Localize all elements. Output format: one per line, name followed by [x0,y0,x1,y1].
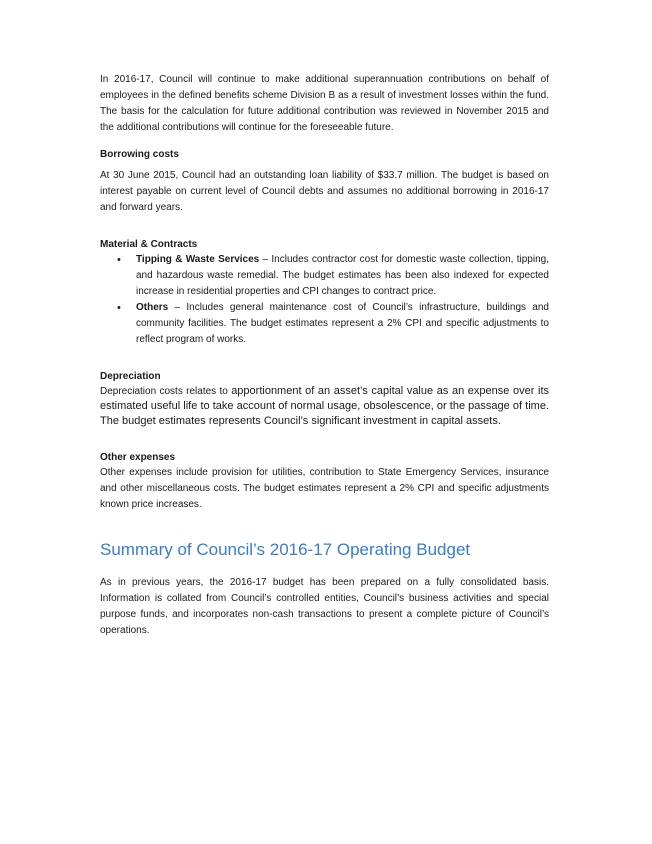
bullet-icon: • [117,302,121,314]
borrowing-costs-heading: Borrowing costs [100,149,179,160]
list-item-text: – Includes contractor cost for domestic waste collection, tipping, and hazardous waste remedial. The budget estimates has been also indexed for expected increase in residential properties and CPI changes to contract price. [136,254,549,297]
list-item-title: Others [136,302,169,313]
summary-paragraph: As in previous years, the 2016-17 budget has been prepared on a fully consolidated basis. Information is collated from Council’s controlled entities, Council’s business activities and special purpose funds, and incorporates non-cash transactions to present a complete picture of Council’s operations. [100,577,549,636]
summary-section-title: Summary of Council’s 2016-17 Operating Budget [100,540,471,559]
list-item-others [100,300,549,348]
list-item-text: – Includes general maintenance cost of Council’s infrastructure, buildings and community facilities. The budget estimates represent a 2% CPI and specific adjustments to reflect program of works. [136,302,549,345]
list-item-title: Tipping & Waste Services [136,254,260,265]
bullet-icon: • [117,254,121,266]
material-contracts-list [100,252,549,348]
other-expenses-paragraph: Other expenses include provision for utilities, contribution to State Emergency Services, insurance and other miscellaneous costs. The budget estimates represent a 2% CPI and specific adjustments known price increases. [100,467,549,510]
depreciation-heading: Depreciation [100,371,161,382]
borrowing-costs-paragraph: At 30 June 2015, Council had an outstanding loan liability of $33.7 million. The budget is based on interest payable on current level of Council debts and assumes no additional borrowing in 2016-17 and forward years. [100,170,549,213]
other-expenses-heading: Other expenses [100,452,176,463]
depreciation-paragraph [100,384,549,429]
material-contracts-heading: Material & Contracts [100,239,198,250]
list-item-tipping-waste [100,252,549,300]
depreciation-text: apportionment of an asset’s capital value as an expense over its estimated useful life to take account of normal usage, obsolescence, or the passage of time. The budget estimates represents Council’s significant investment in capital assets. [100,385,550,427]
superannuation-paragraph: In 2016-17, Council will continue to make additional superannuation contributions on behalf of employees in the defined benefits scheme Division B as a result of investment losses within the fund. The basis for the calculation for future additional contribution was reviewed in November 2015 and the additional contributions will continue for the foreseeable future. [100,74,549,133]
depreciation-lead: Depreciation costs relates to [100,386,232,397]
document-page [100,72,549,639]
